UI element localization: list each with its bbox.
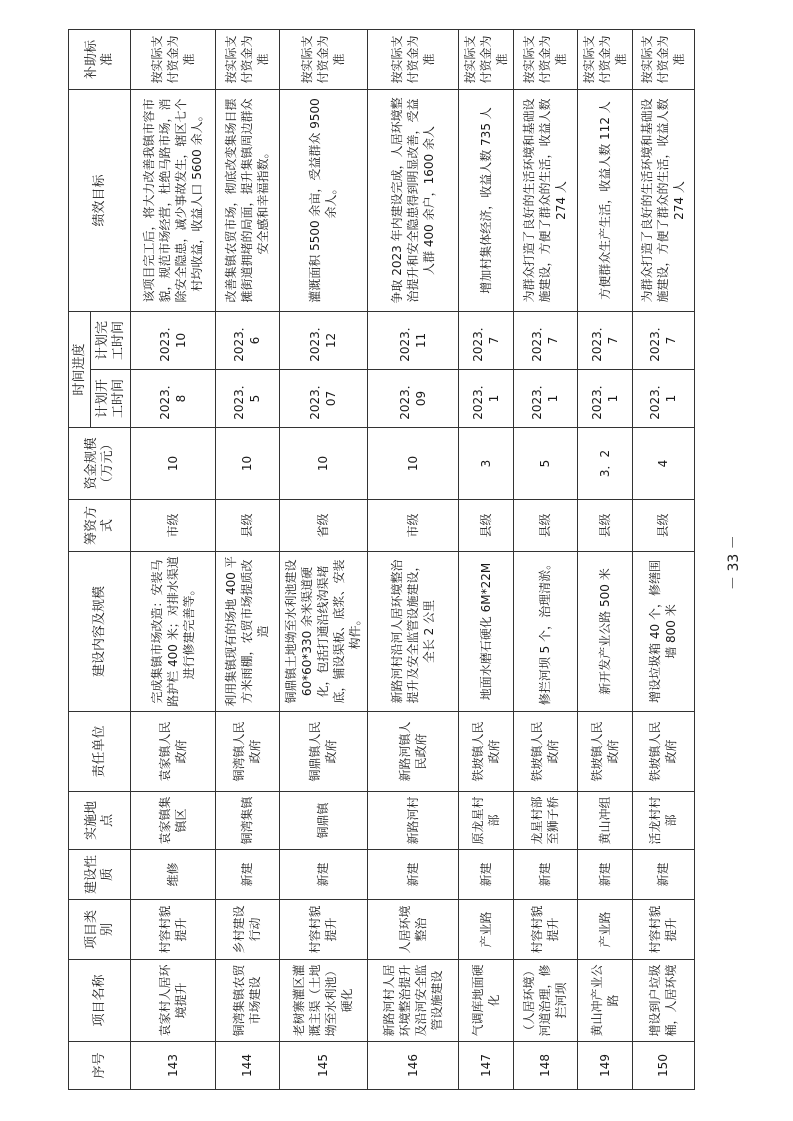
cell-end: 2023．11 bbox=[367, 311, 458, 369]
cell-goal: 灌溉面积 5500 余亩，受益群众 9500 余人。 bbox=[280, 89, 368, 311]
cell-category: 村容村貌提升 bbox=[632, 900, 694, 960]
cell-unit: 铁坡镇人民政府 bbox=[632, 712, 694, 792]
cell-standard: 按实际支付资金为准 bbox=[367, 29, 458, 89]
cell-no: 145 bbox=[280, 1042, 368, 1090]
cell-content: 新开发产业公路 500 米 bbox=[578, 552, 633, 712]
cell-location: 袁家镇集镇区 bbox=[131, 792, 216, 850]
cell-name: 增设到户垃圾桶，人居环境 bbox=[632, 960, 694, 1042]
cell-funding: 市级 bbox=[367, 500, 458, 552]
cell-unit: 铁坡镇人民政府 bbox=[459, 712, 514, 792]
cell-name: 袁家村人居环境提升 bbox=[131, 960, 216, 1042]
cell-unit: 铜鼎镇人民政府 bbox=[280, 712, 368, 792]
cell-no: 150 bbox=[632, 1042, 694, 1090]
cell-nature: 新建 bbox=[367, 850, 458, 900]
cell-category: 村容村貌提升 bbox=[131, 900, 216, 960]
cell-scale: 3 bbox=[459, 428, 514, 500]
table-row bbox=[215, 29, 279, 1089]
cell-goal: 为群众打造了良好的生活环境和基础设施建设，方便了群众的生活，收益人数 274 人 bbox=[513, 89, 577, 311]
cell-content: 完成集镇市场改造：安装马路护栏 400 米；对排水渠道进行修建完善等。 bbox=[131, 552, 216, 712]
cell-goal: 方便群众生产生活，收益人数 112 人 bbox=[578, 89, 633, 311]
cell-location: 原龙星村部 bbox=[459, 792, 514, 850]
cell-name: 新路河村人居环境整治提升及沿河安全监管设施建设 bbox=[367, 960, 458, 1042]
cell-goal: 争取 2023 年内建设完成，人居环境整治提升和安全隐患得到明显改善，受益人群 400 余户，1600 余人 bbox=[367, 89, 458, 311]
cell-category: 产业路 bbox=[578, 900, 633, 960]
cell-standard: 按实际支付资金为准 bbox=[280, 29, 368, 89]
cell-funding: 县级 bbox=[513, 500, 577, 552]
cell-end: 2023．7 bbox=[578, 311, 633, 369]
cell-scale: 10 bbox=[131, 428, 216, 500]
cell-content: 新路河村沿河人居环境整治提升及安全监管设施建设，全长 2 公里 bbox=[367, 552, 458, 712]
cell-category: 村容村貌提升 bbox=[513, 900, 577, 960]
cell-location: 龙星村部至狮子桥 bbox=[513, 792, 577, 850]
cell-start: 2023．1 bbox=[459, 370, 514, 428]
cell-scale: 3．2 bbox=[578, 428, 633, 500]
header-standard: 补助标准 bbox=[69, 29, 131, 89]
cell-location: 黄山冲组 bbox=[578, 792, 633, 850]
cell-scale: 10 bbox=[367, 428, 458, 500]
header-funding: 筹资方式 bbox=[69, 500, 131, 552]
cell-no: 148 bbox=[513, 1042, 577, 1090]
cell-nature: 新建 bbox=[459, 850, 514, 900]
cell-content: 铜鼎镇土地坳至水利池建设 60*60*330 余米渠道硬化，包括打通沿线沟渠堵底，铺设渠板、底浆、安装构件。 bbox=[280, 552, 368, 712]
cell-content: 利用集镇现有的场地 400 平方米雨棚，农贸市场提质改造 bbox=[215, 552, 279, 712]
cell-content: 地面水磨石硬化 6M*22M bbox=[459, 552, 514, 712]
header-scale: 资金规模（万元） bbox=[69, 428, 131, 500]
cell-no: 147 bbox=[459, 1042, 514, 1090]
cell-standard: 按实际支付资金为准 bbox=[215, 29, 279, 89]
cell-category: 村容村貌提升 bbox=[280, 900, 368, 960]
cell-start: 2023．07 bbox=[280, 370, 368, 428]
header-start: 计划开工时间 bbox=[91, 370, 131, 428]
cell-nature: 新建 bbox=[215, 850, 279, 900]
cell-funding: 市级 bbox=[131, 500, 216, 552]
cell-scale: 10 bbox=[280, 428, 368, 500]
cell-funding: 省级 bbox=[280, 500, 368, 552]
cell-unit: 铁坡镇人民政府 bbox=[513, 712, 577, 792]
cell-funding: 县级 bbox=[215, 500, 279, 552]
cell-location: 铜湾集镇 bbox=[215, 792, 279, 850]
cell-standard: 按实际支付资金为准 bbox=[632, 29, 694, 89]
cell-no: 143 bbox=[131, 1042, 216, 1090]
cell-end: 2023．6 bbox=[215, 311, 279, 369]
cell-funding: 县级 bbox=[459, 500, 514, 552]
cell-standard: 按实际支付资金为准 bbox=[513, 29, 577, 89]
table-row bbox=[513, 29, 577, 1089]
cell-nature: 新建 bbox=[578, 850, 633, 900]
cell-start: 2023．09 bbox=[367, 370, 458, 428]
table-body bbox=[131, 29, 695, 1089]
project-table bbox=[68, 29, 695, 1090]
cell-scale: 4 bbox=[632, 428, 694, 500]
cell-no: 149 bbox=[578, 1042, 633, 1090]
cell-goal: 增加村集体经济，收益人数 735 人 bbox=[459, 89, 514, 311]
cell-start: 2023．5 bbox=[215, 370, 279, 428]
cell-goal: 改善集镇农贸市场，彻底改变集场日摆摊街道拥堵的局面，提升集镇周边群众安全感和幸福指数。 bbox=[215, 89, 279, 311]
cell-unit: 铁坡镇人民政府 bbox=[578, 712, 633, 792]
rotated-table-container bbox=[68, 30, 695, 1090]
cell-name: 铜湾集镇农贸市场建设 bbox=[215, 960, 279, 1042]
cell-scale: 5 bbox=[513, 428, 577, 500]
header-no: 序号 bbox=[69, 1042, 131, 1090]
header-unit: 责任单位 bbox=[69, 712, 131, 792]
cell-name: 气调库地面硬化 bbox=[459, 960, 514, 1042]
cell-start: 2023．1 bbox=[632, 370, 694, 428]
header-end: 计划完工时间 bbox=[91, 311, 131, 369]
cell-no: 144 bbox=[215, 1042, 279, 1090]
cell-unit: 新路河镇人民政府 bbox=[367, 712, 458, 792]
cell-end: 2023．7 bbox=[632, 311, 694, 369]
cell-start: 2023．1 bbox=[578, 370, 633, 428]
cell-name: 老树寨灌区灌溉主渠（土地坳至水利池）硬化 bbox=[280, 960, 368, 1042]
cell-category: 乡村建设行动 bbox=[215, 900, 279, 960]
cell-standard: 按实际支付资金为准 bbox=[459, 29, 514, 89]
cell-start: 2023．8 bbox=[131, 370, 216, 428]
header-location: 实施地点 bbox=[69, 792, 131, 850]
cell-goal: 该项目完工后，将大力改善我镇市容市貌，规范市场经营，杜绝马路市场，消除安全隐患，减少事故发生，辖区七个村均收益，收益人口 5600 余人。 bbox=[131, 89, 216, 311]
cell-funding: 县级 bbox=[578, 500, 633, 552]
cell-nature: 新建 bbox=[632, 850, 694, 900]
header-category: 项目类别 bbox=[69, 900, 131, 960]
cell-category: 人居环境整治 bbox=[367, 900, 458, 960]
cell-standard: 按实际支付资金为准 bbox=[131, 29, 216, 89]
cell-goal: 为群众打造了良好的生活环境和基础设施建设，方便了群众的生活，收益人数 274 人 bbox=[632, 89, 694, 311]
cell-funding: 县级 bbox=[632, 500, 694, 552]
cell-nature: 维修 bbox=[131, 850, 216, 900]
header-content: 建设内容及规模 bbox=[69, 552, 131, 712]
cell-end: 2023．12 bbox=[280, 311, 368, 369]
cell-end: 2023．10 bbox=[131, 311, 216, 369]
table-row bbox=[367, 29, 458, 1089]
cell-location: 铜鼎镇 bbox=[280, 792, 368, 850]
header-time-group: 时间进度 bbox=[69, 311, 91, 427]
page-number: － 33 － bbox=[726, 535, 742, 590]
cell-standard: 按实际支付资金为准 bbox=[578, 29, 633, 89]
cell-no: 146 bbox=[367, 1042, 458, 1090]
cell-location: 活龙村村部 bbox=[632, 792, 694, 850]
table-row bbox=[578, 29, 633, 1089]
header-goal: 绩效目标 bbox=[69, 89, 131, 311]
cell-content: 修拦河坝 5 个，治理清淤。 bbox=[513, 552, 577, 712]
header-nature: 建设性质 bbox=[69, 850, 131, 900]
table-row bbox=[131, 29, 216, 1089]
cell-name: （人居环境）河道治理，修拦河坝 bbox=[513, 960, 577, 1042]
cell-content: 增设垃圾箱 40 个，修缮围墙 800 米 bbox=[632, 552, 694, 712]
cell-category: 产业路 bbox=[459, 900, 514, 960]
table-row bbox=[632, 29, 694, 1089]
table-row bbox=[459, 29, 514, 1089]
header-name: 项目名称 bbox=[69, 960, 131, 1042]
cell-nature: 新建 bbox=[280, 850, 368, 900]
cell-unit: 袁家镇人民政府 bbox=[131, 712, 216, 792]
cell-end: 2023．7 bbox=[459, 311, 514, 369]
cell-unit: 铜湾镇人民政府 bbox=[215, 712, 279, 792]
cell-name: 黄山冲产业公路 bbox=[578, 960, 633, 1042]
cell-end: 2023．7 bbox=[513, 311, 577, 369]
cell-scale: 10 bbox=[215, 428, 279, 500]
cell-start: 2023．1 bbox=[513, 370, 577, 428]
cell-location: 新路河村 bbox=[367, 792, 458, 850]
table-row bbox=[280, 29, 368, 1089]
cell-nature: 新建 bbox=[513, 850, 577, 900]
